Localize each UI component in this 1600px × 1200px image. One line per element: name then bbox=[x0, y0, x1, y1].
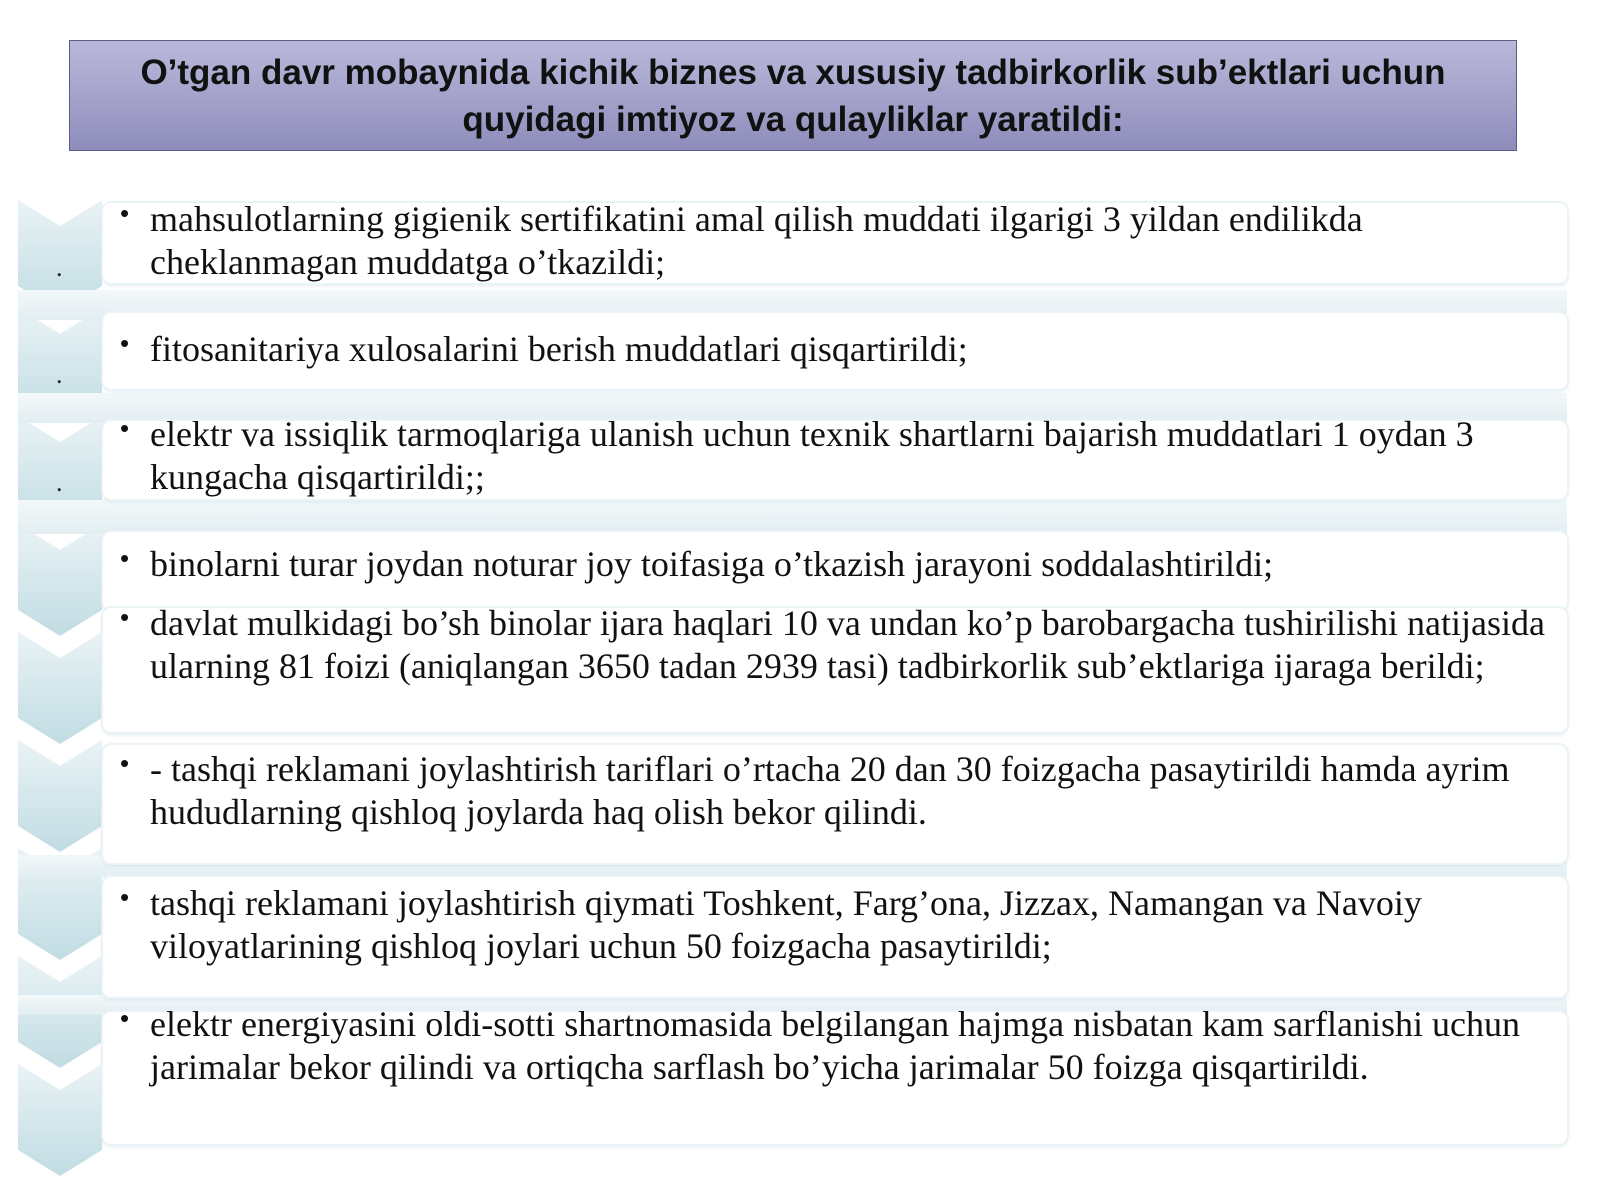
bullet-icon: • bbox=[120, 328, 130, 358]
chevron-shape bbox=[18, 1064, 102, 1176]
list-item bbox=[120, 413, 1560, 499]
bullet-icon: • bbox=[120, 198, 130, 228]
list-item-text: mahsulotlarning gigienik sertifikatini amal qilish muddati ilgarigi 3 yildan endilikda cheklanmagan muddatga o’tkazildi; bbox=[150, 199, 1363, 282]
chevron-shape bbox=[18, 632, 102, 744]
bullet-icon: • bbox=[120, 1003, 130, 1033]
list-item bbox=[120, 602, 1560, 688]
list-item-text: - tashqi reklamani joylashtirish tariflari o’rtacha 20 dan 30 foizgacha pasaytirildi hamda ayrim hududlarning qishloq joylarda haq olish bekor qilindi. bbox=[150, 749, 1510, 832]
list-item-text: fitosanitariya xulosalarini berish muddatlari qisqartirildi; bbox=[150, 329, 968, 369]
list-item-text: elektr va issiqlik tarmoqlariga ulanish uchun texnik shartlarni bajarish muddatlari 1 oydan 3 kungacha qisqartirildi;; bbox=[150, 414, 1474, 497]
bullet-icon: • bbox=[120, 602, 130, 632]
bullet-icon: • bbox=[120, 413, 130, 443]
chevron-shape bbox=[18, 524, 102, 636]
list-item-text: tashqi reklamani joylashtirish qiymati Toshkent, Farg’ona, Jizzax, Namangan va Navoiy viloyatlarining qishloq joylari uchun 50 foizgacha pasaytirildi; bbox=[150, 883, 1422, 966]
chevron-marker: . bbox=[56, 468, 63, 497]
chevron-marker: . bbox=[56, 253, 63, 282]
chevron-shape bbox=[18, 740, 102, 852]
row-band bbox=[18, 500, 1567, 534]
slide-title-box bbox=[69, 40, 1517, 151]
bullet-icon: • bbox=[120, 748, 130, 778]
bullet-icon: • bbox=[120, 543, 130, 573]
list-item-text: binolarni turar joydan noturar joy toifasiga o’tkazish jarayoni soddalashtirildi; bbox=[150, 544, 1274, 584]
list-item bbox=[120, 882, 1560, 968]
list-item bbox=[120, 1003, 1560, 1089]
list-item bbox=[120, 198, 1560, 284]
chevron-marker: . bbox=[56, 360, 63, 389]
slide-title: O’tgan davr mobaynida kichik biznes va xususiy tadbirkorlik sub’ektlari uchun quyidagi imtiyoz va qulayliklar yaratildi: bbox=[140, 52, 1446, 139]
list-item-text: davlat mulkidagi bo’sh binolar ijara haqlari 10 va undan ko’p barobargacha tushirilishi natijasida ularning 81 foizi (aniqlangan 3650 tadan 2939 tasi) tadbirkorlik sub’ektlariga ijaraga berildi; bbox=[150, 603, 1545, 686]
list-item bbox=[120, 543, 1560, 586]
list-item bbox=[120, 328, 1560, 371]
list-item bbox=[120, 748, 1560, 834]
chevron-strip bbox=[18, 200, 108, 1200]
list-item-text: elektr energiyasini oldi-sotti shartnomasida belgilangan hajmga nisbatan kam sarflanishi uchun jarimalar bekor qilindi va ortiqcha sarflash bo’yicha jarimalar 50 foizga qisqartirildi. bbox=[150, 1004, 1520, 1087]
bullet-icon: • bbox=[120, 882, 130, 912]
